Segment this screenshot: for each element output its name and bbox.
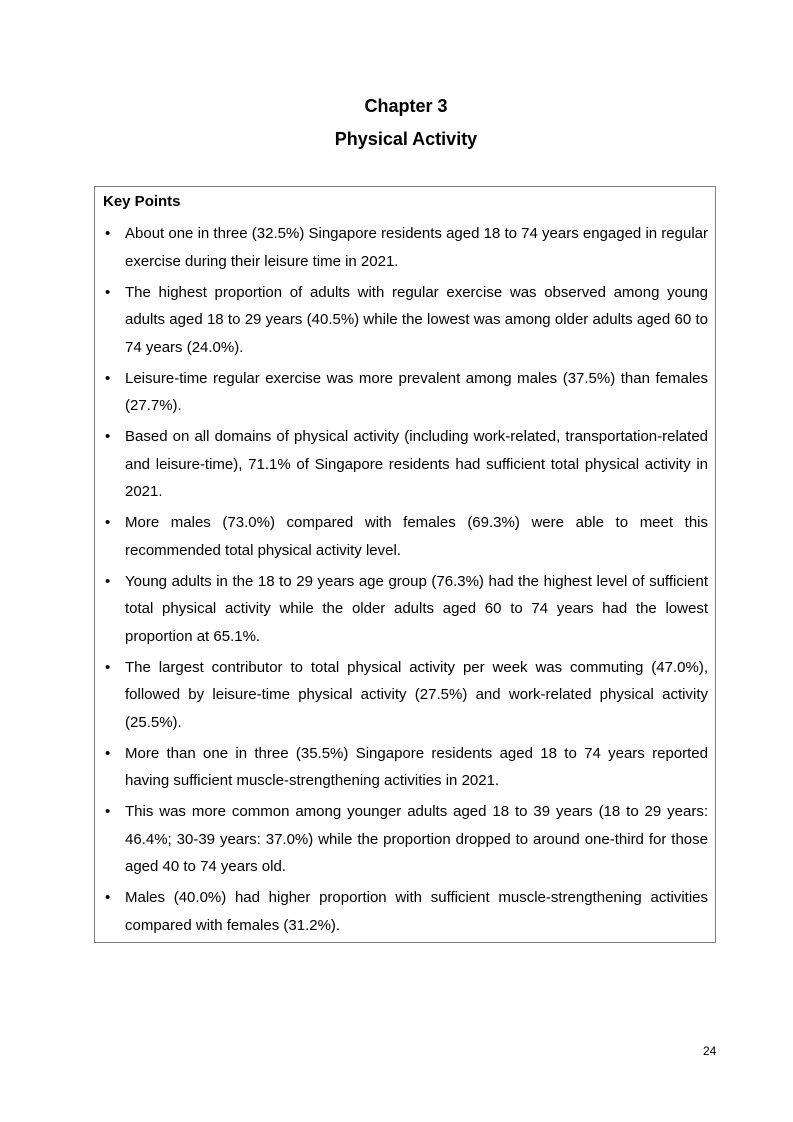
key-points-heading: Key Points <box>103 193 181 210</box>
key-point-text: About one in three (32.5%) Singapore residents aged 18 to 74 years engaged in regular exercise during their leisure time in 2021. <box>125 225 708 270</box>
key-point-item <box>95 509 715 564</box>
chapter-number: Chapter 3 <box>364 96 448 116</box>
key-point-text: Based on all domains of physical activity (including work-related, transportation-related and leisure-time), 71.1% of Singapore residents had sufficient total physical activity in 2021. <box>125 428 708 500</box>
key-point-item <box>95 568 715 651</box>
key-points-list <box>95 220 715 943</box>
key-point-item <box>95 423 715 506</box>
key-point-text: More than one in three (35.5%) Singapore residents aged 18 to 74 years reported having sufficient muscle-strengthening activities in 2021. <box>125 744 708 789</box>
bullet-icon: • <box>105 572 111 590</box>
key-points-box <box>94 186 716 943</box>
key-point-item <box>95 365 715 420</box>
key-point-item <box>95 654 715 737</box>
key-point-item <box>95 798 715 881</box>
key-point-text: Young adults in the 18 to 29 years age group (76.3%) had the highest level of sufficient total physical activity while the older adults aged 60 to 74 years had the lowest proportion at 65.1%. <box>125 572 708 645</box>
key-point-text: More males (73.0%) compared with females (69.3%) were able to meet this recommended total physical activity level. <box>125 514 708 559</box>
bullet-icon: • <box>105 428 111 445</box>
bullet-icon: • <box>105 283 111 301</box>
bullet-icon: • <box>105 225 111 242</box>
bullet-icon: • <box>105 658 111 676</box>
bullet-icon: • <box>105 889 111 906</box>
key-point-item <box>95 740 715 795</box>
key-point-item <box>95 884 715 939</box>
key-point-text: Leisure-time regular exercise was more prevalent among males (37.5%) than females (27.7%). <box>125 369 708 414</box>
key-point-text: The highest proportion of adults with regular exercise was observed among young adults aged 18 to 29 years (40.5%) while the lowest was among older adults aged 60 to 74 years (24.0%). <box>125 283 708 356</box>
key-point-text: The largest contributor to total physical activity per week was commuting (47.0%), followed by leisure-time physical activity (27.5%) and work-related physical activity (25.5%). <box>125 658 708 731</box>
key-point-text: Males (40.0%) had higher proportion with sufficient muscle-strengthening activities compared with females (31.2%). <box>125 889 708 934</box>
page-number: 24 <box>703 1044 717 1058</box>
bullet-icon: • <box>105 803 111 820</box>
bullet-icon: • <box>105 514 111 531</box>
chapter-title: Physical Activity <box>334 129 478 149</box>
bullet-icon: • <box>105 369 111 387</box>
key-point-text: This was more common among younger adults aged 18 to 39 years (18 to 29 years: 46.4%; 30-39 years: 37.0%) while the proportion dropped to around one-third for those aged 40 to 74 years old. <box>125 803 708 875</box>
bullet-icon: • <box>105 744 111 762</box>
key-point-item <box>95 279 715 362</box>
key-point-item <box>95 220 715 275</box>
